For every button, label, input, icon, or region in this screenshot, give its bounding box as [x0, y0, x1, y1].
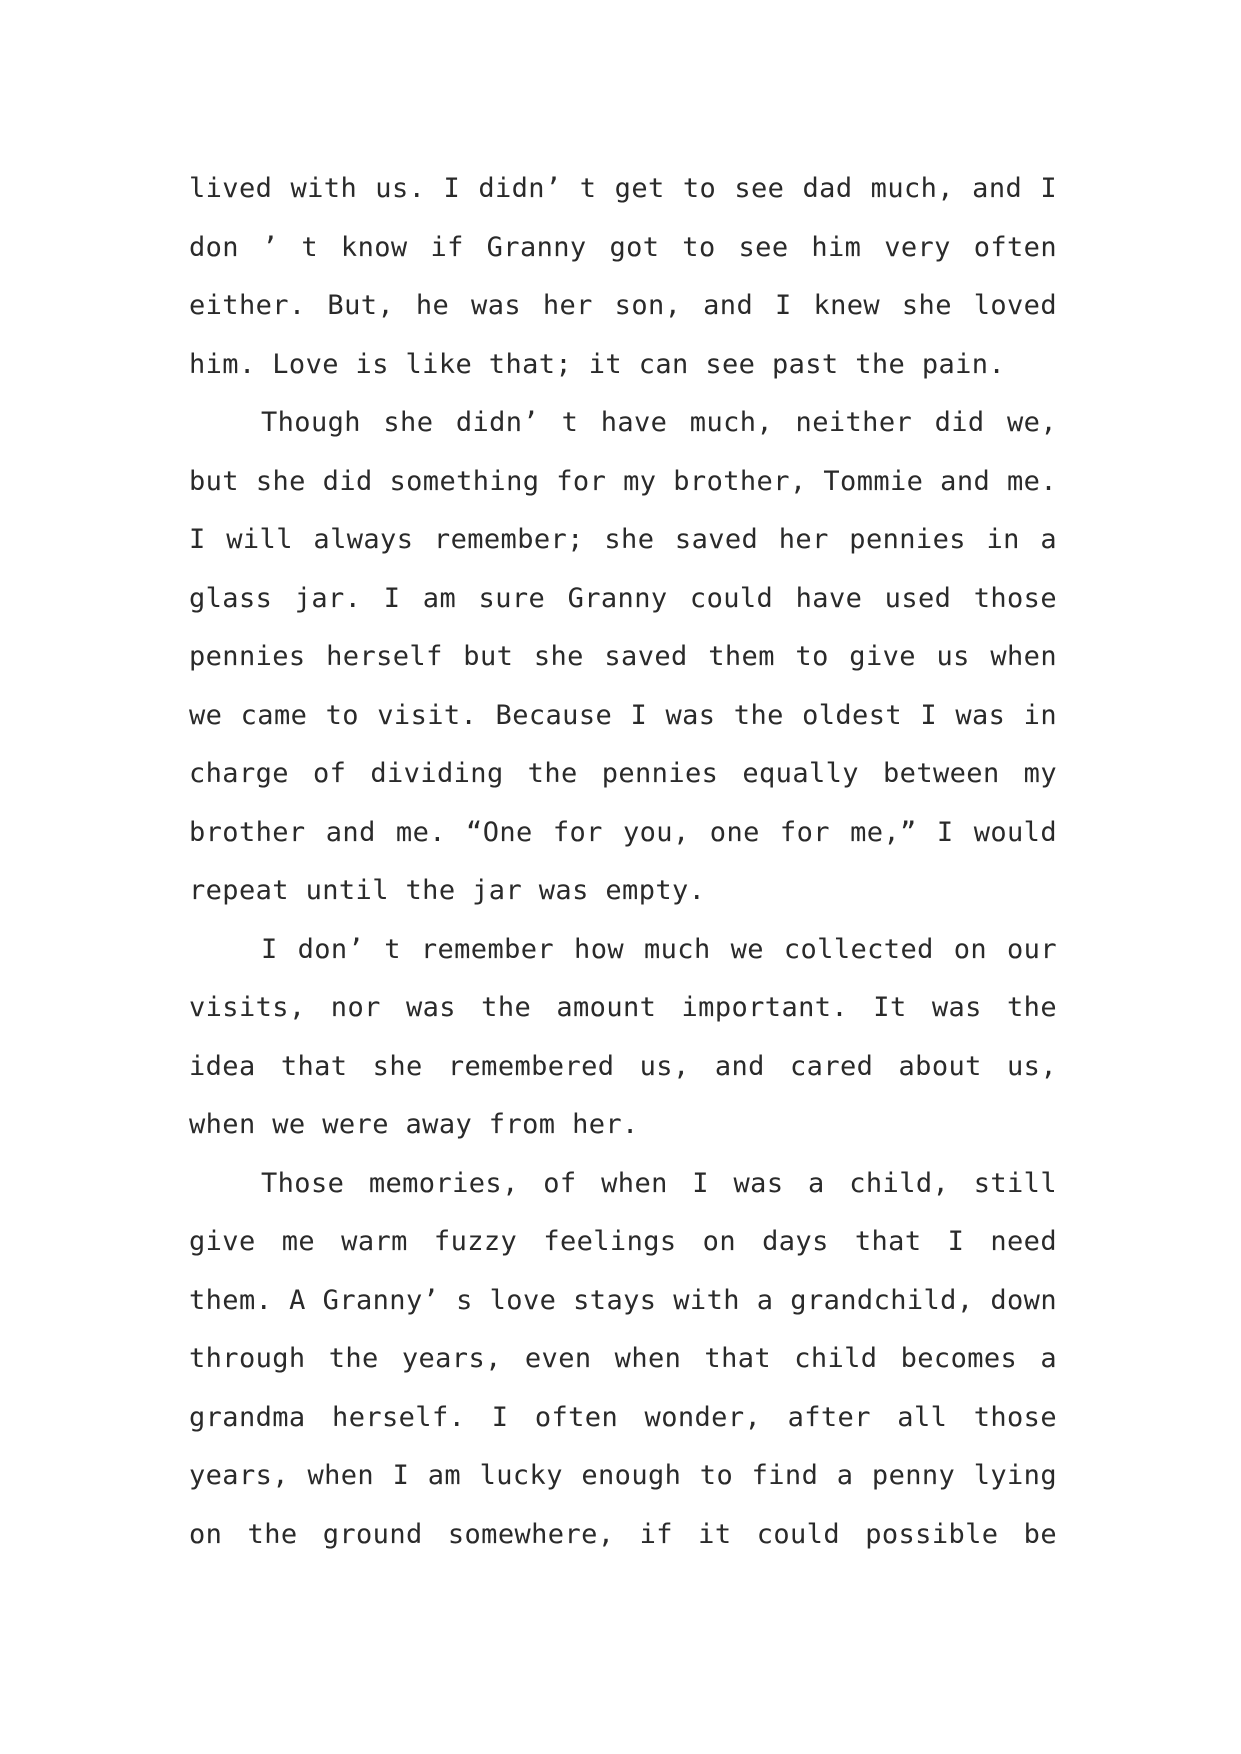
text-line: idea that she remembered us, and cared about us,	[189, 1050, 1057, 1082]
text-line: them. A Granny’ s love stays with a grandchild, down	[189, 1284, 1057, 1316]
text-line: don ’ t know if Granny got to see him very often	[189, 231, 1057, 263]
text-line: brother and me. “One for you, one for me,” I would	[189, 816, 1057, 848]
text-line: charge of dividing the pennies equally between my	[189, 758, 1057, 789]
text-line: grandma herself. I often wonder, after all those	[189, 1401, 1057, 1433]
text-line: I will always remember; she saved her pennies in a	[189, 524, 1057, 555]
text-line: visits, nor was the amount important. It was the	[189, 992, 1057, 1023]
text-line: pennies herself but she saved them to give us when	[189, 641, 1057, 672]
text-line: but she did something for my brother, Tommie and me.	[189, 465, 1057, 497]
text-line: Those memories, of when I was a child, still	[261, 1167, 1057, 1199]
text-line: through the years, even when that child becomes a	[189, 1343, 1057, 1374]
text-line: lived with us. I didn’ t get to see dad much, and I	[189, 173, 1057, 204]
text-line: repeat until the jar was empty.	[189, 875, 706, 906]
text-line: glass jar. I am sure Granny could have used those	[189, 582, 1057, 614]
body-text	[189, 160, 1057, 1564]
text-line: give me warm fuzzy feelings on days that I need	[189, 1226, 1057, 1257]
text-line: him. Love is like that; it can see past the pain.	[189, 348, 1006, 380]
text-line: we came to visit. Because I was the oldest I was in	[189, 699, 1057, 731]
text-line: either. But, he was her son, and I knew she loved	[189, 290, 1057, 321]
text-line: when we were away from her.	[189, 1109, 639, 1140]
text-line: years, when I am lucky enough to find a penny lying	[189, 1460, 1057, 1491]
text-line: Though she didn’ t have much, neither did we,	[261, 407, 1057, 438]
text-line: I don’ t remember how much we collected on our	[261, 933, 1057, 965]
text-line: on the ground somewhere, if it could possible be	[189, 1518, 1057, 1550]
